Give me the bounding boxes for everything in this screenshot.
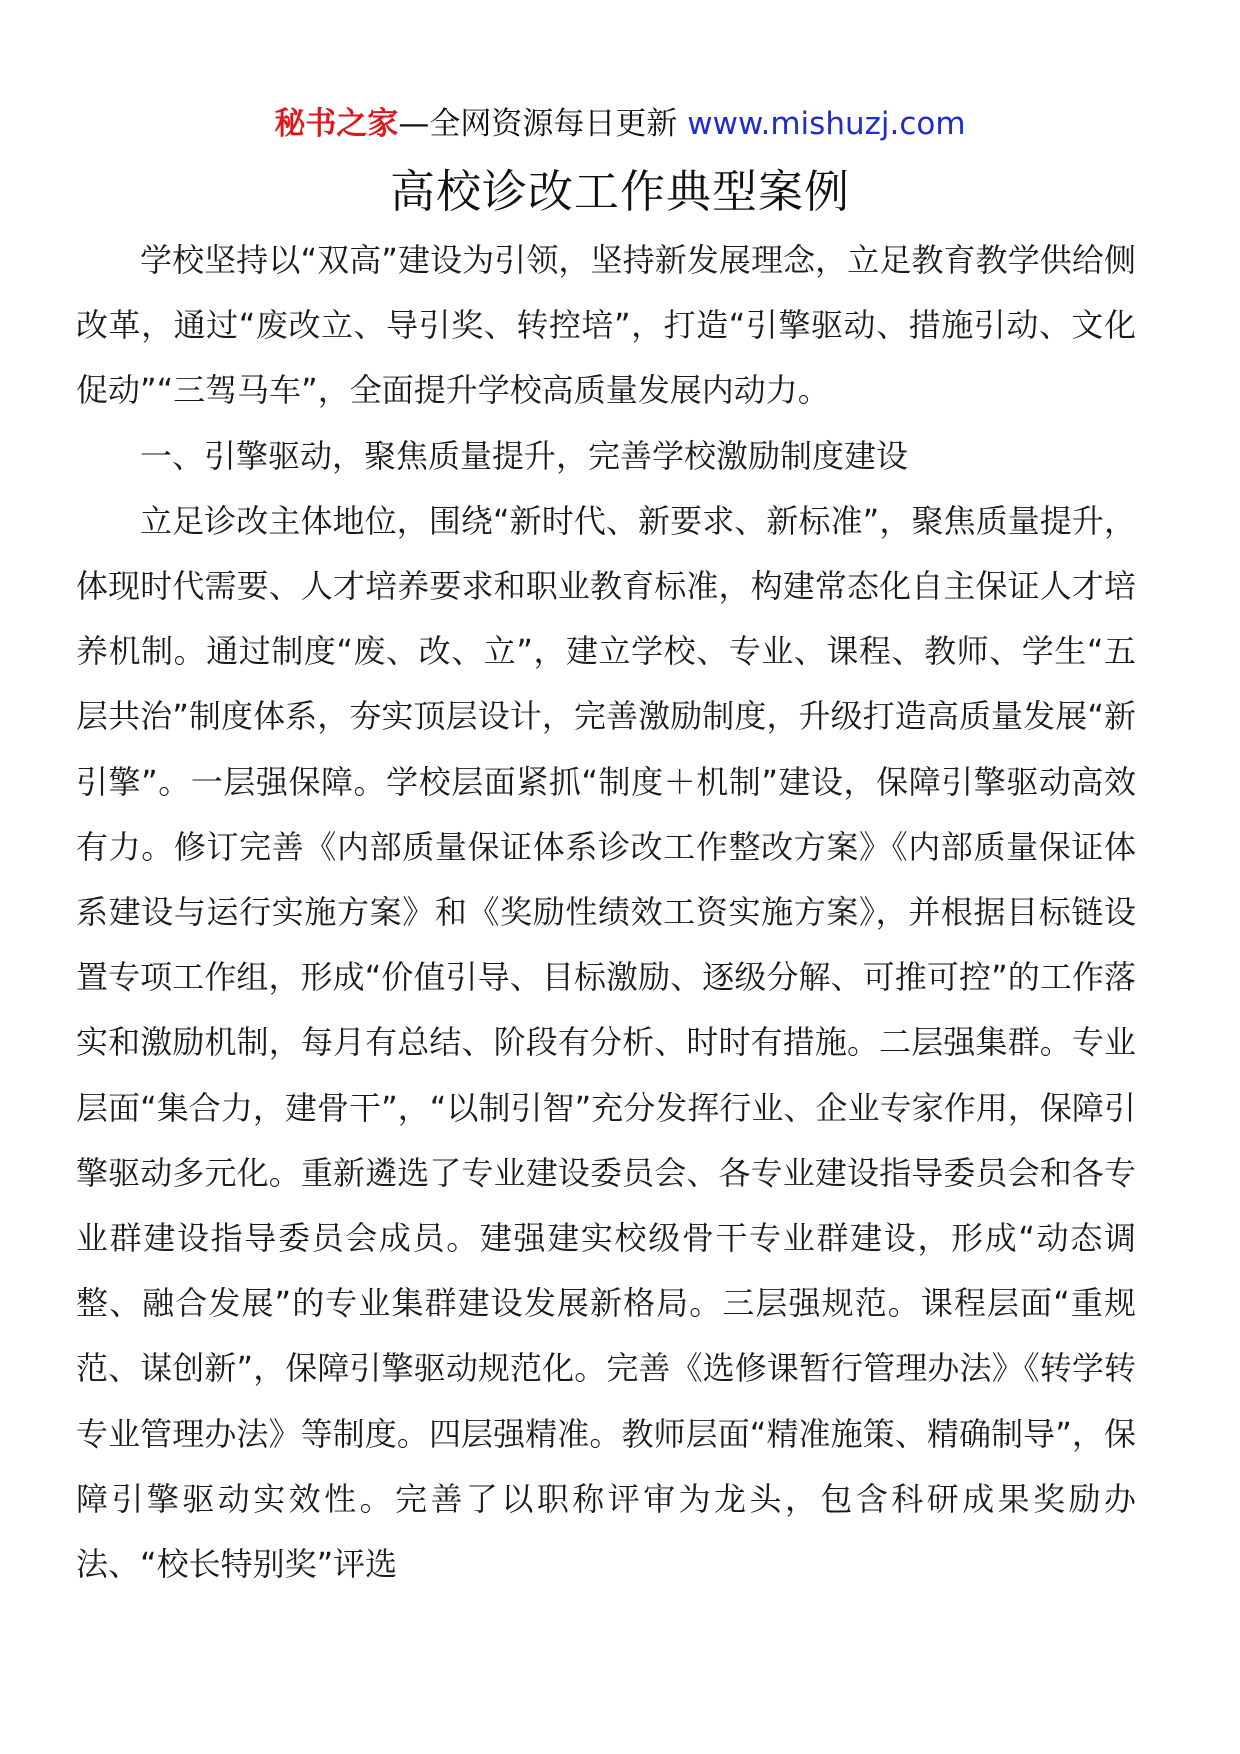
site-banner <box>0 102 1240 146</box>
brand-name: 秘书之家 <box>274 106 399 142</box>
body-paragraph: 立足诊改主体地位，围绕“新时代、新要求、新标准”，聚焦质量提升，体现时代需要、人才培养要求和职业教育标准，构建常态化自主保证人才培养机制。通过制度“废、改、立”，建立学校、专业、课程、教师、学生“五层共治”制度体系，夯实顶层设计，完善激励制度，升级打造高质量发展“新引擎”。一层强保障。学校层面紧抓“制度＋机制”建设，保障引擎驱动高效有力。修订完善《内部质量保证体系诊改工作整改方案》《内部质量保证体系建设与运行实施方案》和《奖励性绩效工资实施方案》，并根据目标链设置专项工作组，形成“价值引导、目标激励、逐级分解、可推可控”的工作落实和激励机制，每月有总结、阶段有分析、时时有措施。二层强集群。专业层面“集合力，建骨干”，“以制引智”充分发挥行业、企业专家作用，保障引擎驱动多元化。重新遴选了专业建设委员会、各专业建设指导委员会和各专业群建设指导委员会成员。建强建实校级骨干专业群建设，形成“动态调整、融合发展”的专业集群建设发展新格局。三层强规范。课程层面“重规范、谋创新”，保障引擎驱动规范化。完善《选修课暂行管理办法》《转学转专业管理办法》等制度。四层强精准。教师层面“精准施策、精确制导”，保障引擎驱动实效性。完善了以职称评审为龙头，包含科研成果奖励办法、“校长特别奖”评选 <box>76 501 1136 1584</box>
document-body <box>76 228 1136 1597</box>
document-title: 高校诊改工作典型案例 <box>389 165 850 218</box>
section-heading: 一、引擎驱动，聚焦质量提升，完善学校激励制度建设 <box>140 436 909 475</box>
intro-paragraph: 学校坚持以“双高”建设为引领，坚持新发展理念，立足教育教学供给侧改革，通过“废改立、导引奖、转控培”，打造“引擎驱动、措施引动、文化促动”“三驾马车”，全面提升学校高质量发展内动力。 <box>76 241 1136 410</box>
banner-tagline: —全网资源每日更新 <box>398 106 678 142</box>
site-url[interactable]: www.mishuzj.com <box>687 106 966 142</box>
